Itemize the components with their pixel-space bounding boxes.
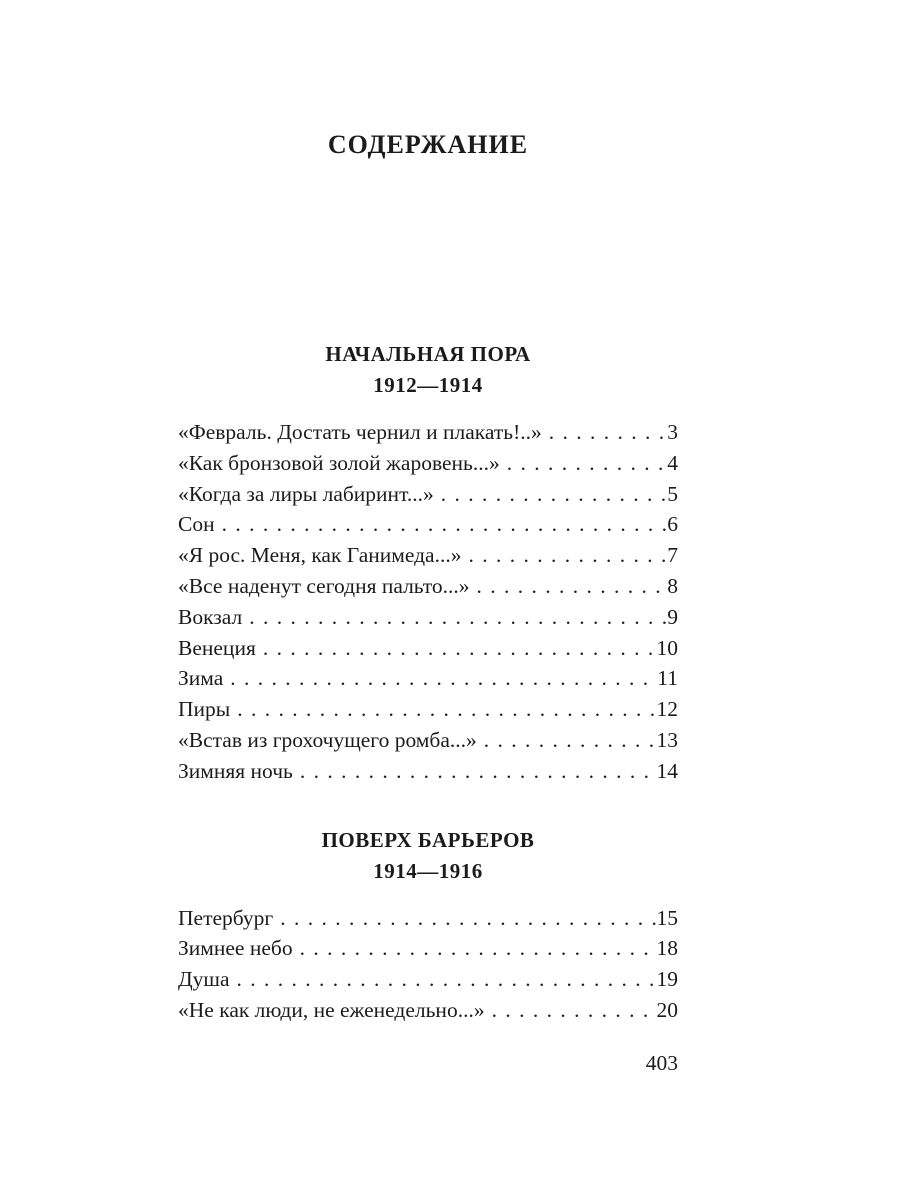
entry-title: Душа	[178, 967, 230, 992]
toc-entry	[178, 756, 678, 787]
dot-leader	[300, 756, 656, 787]
entry-list	[178, 903, 678, 1026]
section-title: ПОВЕРХ БАРЬЕРОВ	[321, 827, 535, 852]
folio-page-number: 403	[645, 1051, 678, 1075]
toc-entry	[178, 964, 678, 995]
section-heading	[178, 339, 678, 401]
dot-leader	[468, 540, 666, 571]
dot-leader	[237, 964, 656, 995]
entry-page-number: 4	[667, 450, 678, 475]
entry-title: «Февраль. Достать чернил и плакать!..»	[178, 420, 542, 444]
toc-entry	[178, 448, 678, 479]
entry-title: «Все наденут сегодня пальто...»	[178, 573, 470, 598]
entry-page-number: 11	[657, 666, 678, 691]
dot-leader	[263, 633, 656, 664]
toc-sections	[178, 339, 678, 1026]
entry-page-number: 5	[667, 481, 678, 506]
section-heading	[178, 825, 678, 887]
dot-leader	[441, 479, 667, 510]
entry-title: «Встав из грохочущего ромба...»	[178, 727, 477, 752]
entry-title: Петербург	[178, 905, 274, 930]
toc-entry	[178, 602, 678, 633]
section-title: НАЧАЛЬНАЯ ПОРА	[325, 342, 531, 366]
entry-title: «Как бронзовой золой жаровень...»	[178, 450, 500, 475]
entry-page-number: 13	[656, 727, 678, 752]
entry-page-number: 15	[656, 905, 678, 930]
entry-page-number: 3	[667, 420, 678, 444]
entry-title: Пиры	[178, 697, 231, 722]
dot-leader	[477, 571, 667, 602]
dot-leader	[249, 602, 666, 633]
entry-page-number: 12	[656, 697, 678, 722]
page-title: СОДЕРЖАНИЕ	[327, 130, 529, 159]
toc-entry	[178, 903, 678, 934]
entry-title: «Я рос. Меня, как Ганимеда...»	[178, 543, 462, 568]
toc-entry	[178, 633, 678, 664]
entry-title: «Когда за лиры лабиринт...»	[178, 481, 434, 506]
entry-title: Венеция	[178, 635, 256, 660]
entry-page-number: 19	[656, 967, 678, 992]
entry-page-number: 7	[667, 543, 678, 568]
dot-leader	[507, 448, 667, 479]
section-years: 1912—1914	[373, 373, 483, 397]
dot-leader	[549, 417, 666, 448]
dot-leader	[300, 933, 656, 964]
entry-title: Зимнее небо	[178, 936, 293, 961]
toc-content	[178, 0, 678, 1026]
toc-entry	[178, 995, 678, 1026]
toc-entry	[178, 694, 678, 725]
entry-page-number: 8	[667, 573, 678, 598]
entry-list	[178, 417, 678, 787]
entry-title: Зимняя ночь	[178, 758, 293, 783]
entry-page-number: 6	[667, 512, 678, 537]
entry-page-number: 10	[656, 635, 678, 660]
entry-title: «Не как люди, не еженедельно...»	[178, 997, 485, 1022]
section-years: 1914—1916	[373, 858, 483, 883]
toc-entry	[178, 933, 678, 964]
entry-page-number: 9	[667, 604, 678, 629]
dot-leader	[484, 725, 656, 756]
toc-entry	[178, 663, 678, 694]
dot-leader	[492, 995, 656, 1026]
entry-title: Сон	[178, 512, 215, 537]
toc-entry	[178, 509, 678, 540]
dot-leader	[222, 509, 667, 540]
dot-leader	[237, 694, 655, 725]
toc-entry	[178, 417, 678, 448]
dot-leader	[280, 903, 655, 934]
toc-entry	[178, 725, 678, 756]
entry-page-number: 18	[656, 936, 678, 961]
toc-entry	[178, 479, 678, 510]
entry-page-number: 14	[656, 758, 678, 783]
entry-title: Вокзал	[178, 604, 243, 629]
toc-entry	[178, 571, 678, 602]
entry-page-number: 20	[656, 997, 678, 1022]
dot-leader	[230, 663, 656, 694]
toc-section	[178, 825, 678, 1026]
entry-title: Зима	[178, 666, 224, 691]
toc-entry	[178, 540, 678, 571]
toc-section	[178, 339, 678, 787]
